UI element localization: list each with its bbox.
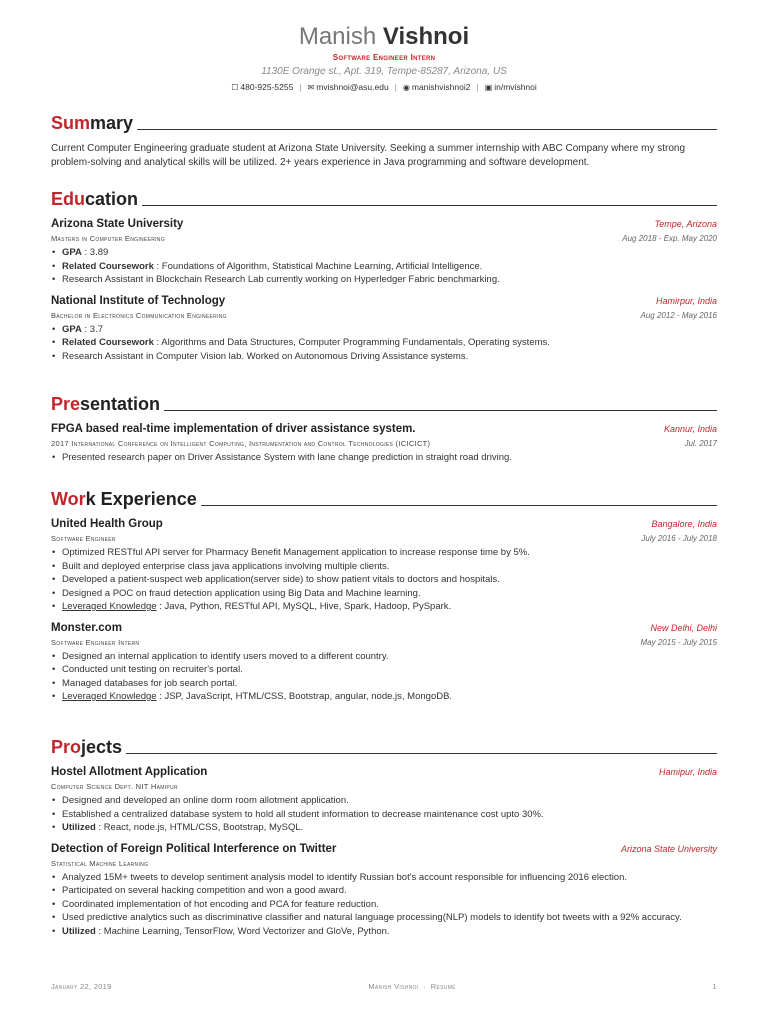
section-title-accent: Edu	[51, 189, 85, 209]
bullet-list	[51, 246, 717, 287]
entry-date: Aug 2018 - Exp. May 2020	[622, 234, 717, 243]
bullet-item	[51, 336, 717, 350]
bullet-label: Related Coursework	[62, 337, 154, 348]
bullet-text: Built and deployed enterprise class java applications involving multiple clients.	[62, 560, 390, 572]
bullet-item	[51, 350, 717, 364]
bullet-text: : Algorithms and Data Structures, Computer Programming Fundamentals, Operating systems.	[153, 337, 550, 348]
knowledge-text: : JSP, JavaScript, HTML/CSS, Bootstrap, angular, node.js, MongoDB.	[156, 691, 453, 702]
entry	[51, 295, 717, 364]
section-rule	[201, 505, 717, 506]
section-rule	[164, 410, 717, 411]
entry	[51, 218, 717, 287]
bullet-item	[51, 273, 717, 287]
entry-role: Computer Science Dept. NIT Hamipur	[51, 782, 178, 791]
address: 1130E Orange st., Apt. 319, Tempe-85287, Arizona, US	[261, 66, 507, 77]
bullet-item	[51, 821, 717, 835]
projects-section	[51, 736, 717, 938]
bullet-text: : Foundations of Algorithm, Statistical Machine Learning, Artificial Intelligence.	[153, 260, 483, 272]
bullet-label: Utilized	[62, 822, 96, 833]
section-title-rest: jects	[81, 737, 123, 757]
presentation-section	[51, 393, 717, 465]
entry-role: Software Engineer	[51, 534, 116, 543]
contact-separator: |	[476, 82, 479, 92]
entry-location: Bangalore, India	[651, 519, 717, 529]
section-title-accent: Sum	[51, 113, 91, 133]
bullet-item	[51, 871, 717, 885]
github-icon: ◉	[402, 83, 410, 92]
section-title-rest: mary	[90, 113, 134, 133]
entry-location: Arizona State University	[620, 843, 717, 854]
bullet-text: Presented research paper on Driver Assistance System with lane change prediction in straight road driving.	[62, 452, 512, 463]
section-title-rest: cation	[85, 189, 139, 209]
bullet-list	[51, 871, 717, 939]
bullet-list	[51, 794, 717, 835]
resume-header	[0, 22, 768, 92]
section-title	[51, 736, 717, 758]
bullet-text: Used predictive analytics such as discriminative classifier and natural language processing(NLP) models to identify bot tweets with a 92% accuracy.	[62, 912, 682, 923]
bullet-text: Designed a POC on fraud detection application using Big Data and Machine learning.	[62, 587, 421, 599]
page-footer	[51, 982, 717, 991]
bullet-item	[51, 884, 717, 898]
entry-role: 2017 International Conference on Intelligent Computing, Instrumentation and Control Technologies (ICICICT)	[51, 439, 431, 448]
bullet-text: : Machine Learning, TensorFlow, Word Vectorizer and GloVe, Python.	[95, 925, 390, 937]
bullet-text: Designed and developed an online dorm room allotment application.	[62, 795, 349, 806]
bullet-item	[51, 925, 717, 939]
last-name: Vishnoi	[382, 23, 470, 50]
section-rule	[126, 753, 717, 754]
bullet-text: Coordinated implementation of hot encoding and PCA for feature reduction.	[62, 898, 379, 910]
entry	[51, 622, 717, 704]
entry-header	[51, 843, 717, 855]
entry-location: Hamipur, India	[658, 767, 717, 777]
entry-title: Hostel Allotment Application	[51, 766, 208, 778]
bullet-text: Participated on several hacking competition and won a good award.	[62, 885, 347, 896]
entry-subheader	[51, 638, 717, 647]
bullet-item	[51, 794, 717, 808]
entry-header	[51, 295, 717, 307]
section-rule	[142, 205, 717, 206]
entry-location: Tempe, Arizona	[654, 219, 717, 229]
section-title	[51, 112, 717, 134]
entry-subheader	[51, 311, 717, 320]
entry-title: Detection of Foreign Political Interference on Twitter	[51, 842, 337, 855]
section-title-rest: sentation	[80, 394, 161, 414]
full-name	[0, 22, 768, 52]
work-experience-section	[51, 488, 717, 704]
bullet-text: Analyzed 15M+ tweets to develop sentiment analysis model to identify Russian bot's account responsible for influencing 2016 election.	[62, 871, 628, 883]
contact-list	[0, 82, 768, 92]
bullet-item	[51, 587, 717, 601]
entry-role: Bachelor in Electronics Communication Engineering	[51, 310, 227, 320]
section-rule	[137, 129, 717, 130]
knowledge-label: Leveraged Knowledge	[62, 601, 157, 612]
entry-role: Statistical Machine Learning	[51, 858, 149, 868]
bullet-item	[51, 677, 717, 691]
entry-title: National Institute of Technology	[51, 294, 226, 307]
bullet-item	[51, 260, 717, 274]
bullet-item	[51, 546, 717, 560]
bullet-item	[51, 808, 717, 822]
bullet-item	[51, 323, 717, 337]
bullet-text: Research Assistant in Blockchain Research Lab currently working on Hyperledger Fabric benchmarking.	[62, 274, 500, 285]
knowledge-label: Leveraged Knowledge	[62, 691, 157, 702]
bullet-text: Developed a patient-suspect web application(server side) to show patient vitals to doctors and hospitals.	[62, 574, 500, 585]
first-name: Manish	[298, 23, 377, 50]
bullet-label: GPA	[62, 247, 82, 258]
entry-header	[51, 622, 717, 634]
entry-header	[51, 766, 717, 778]
bullet-item	[51, 560, 717, 574]
entry-title: Monster.com	[51, 621, 122, 634]
entry-title: Arizona State University	[51, 218, 184, 230]
section-title	[51, 488, 717, 510]
bullet-text: : 3.89	[81, 247, 109, 258]
entry-header	[51, 518, 717, 530]
entry-subheader	[51, 859, 717, 868]
entry-role: Masters in Computer Engineering	[51, 234, 165, 243]
footer-center: Manish Vishnoi · Résumé	[368, 982, 456, 991]
email-icon: ✉	[307, 83, 315, 92]
entry-subheader	[51, 234, 717, 243]
entry-header	[51, 218, 717, 230]
entry-date: Aug 2012 - May 2016	[640, 310, 717, 320]
bullet-text: Managed databases for job search portal.	[62, 677, 238, 689]
bullet-label: GPA	[62, 323, 82, 335]
knowledge-text: : Java, Python, RESTful API, MySQL, Hive, Spark, Hadoop, PySpark.	[156, 601, 452, 612]
entry-date: July 2016 - July 2018	[641, 534, 717, 543]
bullet-text: Conducted unit testing on recruiter's portal.	[62, 664, 243, 675]
entry-location: Hamirpur, India	[655, 295, 717, 306]
education-section	[51, 188, 717, 363]
bullet-text: Research Assistant in Computer Vision lab. Worked on Autonomous Driving Assistance systems.	[62, 350, 469, 362]
bullet-item	[51, 650, 717, 664]
entry	[51, 423, 717, 465]
contact-item[interactable]: manishvishnoi2	[411, 82, 471, 92]
section-title-rest: k Experience	[85, 489, 197, 509]
bullet-item	[51, 663, 717, 677]
footer-page-number: 1	[712, 982, 717, 991]
bullet-item	[51, 573, 717, 587]
summary-text: Current Computer Engineering graduate student at Arizona State University. Seeking a summer internship with ABC Company where my strong problem-solving and analytical skills will be utilized. 2+ years experience in Java programming and software development.	[51, 143, 686, 168]
contact-separator: |	[299, 82, 302, 92]
entry-date: May 2015 - July 2015	[640, 637, 717, 647]
entry	[51, 766, 717, 835]
bullet-text: Optimized RESTful API server for Pharmacy Benefit Management application to increase response time by 5%.	[62, 547, 530, 558]
linkedin-icon: ▣	[484, 83, 493, 92]
bullet-item	[51, 451, 717, 465]
entry-title: FPGA based real-time implementation of driver assistance system.	[51, 423, 416, 435]
entry	[51, 518, 717, 614]
bullet-list	[51, 546, 717, 614]
footer-date: January 22, 2019	[51, 982, 112, 991]
bullet-label: Related Coursework	[62, 260, 154, 272]
bullet-label: Utilized	[62, 925, 96, 937]
bullet-list	[51, 650, 717, 704]
entry-header	[51, 423, 717, 435]
section-title	[51, 393, 717, 415]
section-title-accent: Pro	[51, 737, 82, 757]
bullet-text: : React, node.js, HTML/CSS, Bootstrap, MySQL.	[95, 822, 304, 833]
entry-location: New Delhi, Delhi	[650, 622, 717, 633]
bullet-item	[51, 898, 717, 912]
bullet-item	[51, 911, 717, 925]
entry-date: Jul. 2017	[684, 439, 717, 448]
leveraged-knowledge	[51, 600, 717, 614]
entry-subheader	[51, 534, 717, 543]
contact-item[interactable]: 480-925-5255	[240, 82, 294, 92]
bullet-text: : 3.7	[81, 323, 104, 335]
entry-location: Kannur, India	[663, 424, 717, 434]
bullet-text: Established a centralized database system to hold all student information to decrease maintenance cost upto 30%.	[62, 808, 544, 820]
leveraged-knowledge	[51, 690, 717, 704]
entry-subheader	[51, 782, 717, 791]
section-title-accent: Wor	[51, 489, 86, 509]
bullet-item	[51, 246, 717, 260]
phone-icon: ☐	[231, 83, 239, 92]
section-title	[51, 188, 717, 210]
bullet-list	[51, 451, 717, 465]
contact-item[interactable]: mvishnoi@asu.edu	[316, 82, 389, 92]
entry-title: United Health Group	[51, 518, 163, 530]
contact-separator: |	[394, 82, 397, 92]
entry-subheader	[51, 439, 717, 448]
summary-section	[51, 112, 717, 169]
position-title: Software Engineer Intern	[332, 53, 436, 62]
contact-item[interactable]: in/mvishnoi	[494, 82, 537, 92]
entry	[51, 843, 717, 939]
entry-role: Software Engineer Intern	[51, 637, 140, 647]
bullet-list	[51, 323, 717, 364]
section-title-accent: Pre	[51, 394, 81, 414]
bullet-text: Designed an internal application to identify users moved to a different country.	[62, 650, 389, 662]
